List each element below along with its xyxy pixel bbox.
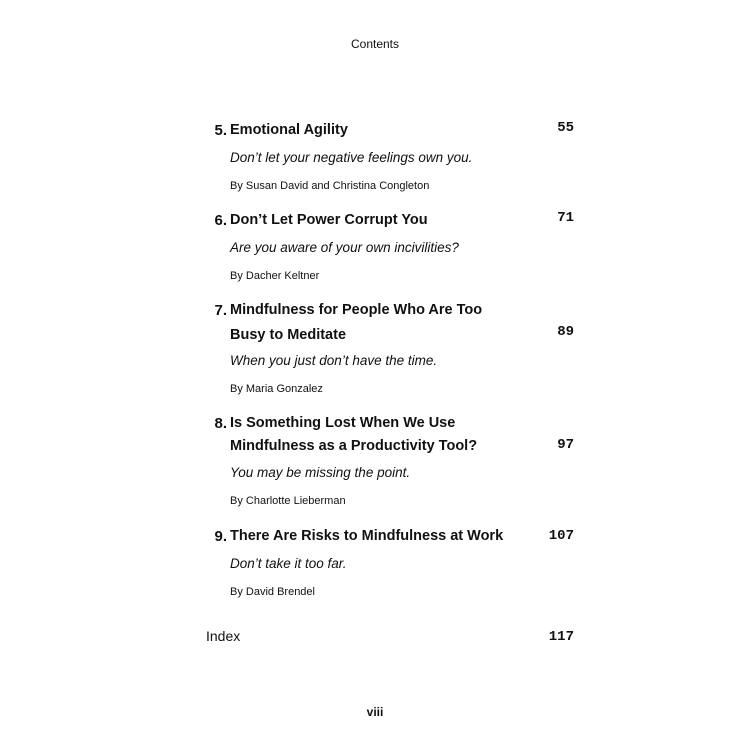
index-label: Index <box>206 628 241 644</box>
chapter-title-line-2: Mindfulness as a Productivity Tool? <box>230 438 478 454</box>
page-number: 89 <box>557 324 574 340</box>
chapter-subtitle: Don’t let your negative feelings own you. <box>230 150 473 165</box>
page-number: 107 <box>548 528 574 544</box>
chapter-number: 6. <box>214 212 227 229</box>
chapter-author: By Maria Gonzalez <box>230 383 323 395</box>
chapter-author: By Charlotte Lieberman <box>230 495 346 507</box>
chapter-title: Don’t Let Power Corrupt You <box>230 212 428 228</box>
page-number: 55 <box>557 120 574 136</box>
chapter-title-line-1: Mindfulness for People Who Are Too <box>230 302 483 318</box>
chapter-number: 7. <box>214 302 227 319</box>
chapter-number: 8. <box>214 415 227 432</box>
chapter-number: 5. <box>214 122 227 139</box>
chapter-author: By Susan David and Christina Congleton <box>230 180 430 192</box>
chapter-subtitle: You may be missing the point. <box>230 465 411 480</box>
chapter-author: By David Brendel <box>230 586 315 598</box>
index-page-number: 117 <box>548 629 574 645</box>
running-header: Contents <box>350 37 400 51</box>
chapter-title: There Are Risks to Mindfulness at Work <box>230 528 504 544</box>
chapter-subtitle: When you just don’t have the time. <box>230 353 438 368</box>
chapter-title: Emotional Agility <box>230 122 348 138</box>
page-folio: viii <box>366 705 384 719</box>
chapter-subtitle: Are you aware of your own incivilities? <box>230 240 459 255</box>
page-number: 97 <box>557 437 574 453</box>
page-number: 71 <box>557 210 574 226</box>
chapter-number: 9. <box>214 528 227 545</box>
chapter-title-line-2: Busy to Meditate <box>230 327 347 343</box>
chapter-subtitle: Don’t take it too far. <box>230 556 347 571</box>
chapter-title-line-1: Is Something Lost When We Use <box>230 415 456 431</box>
chapter-author: By Dacher Keltner <box>230 270 320 282</box>
